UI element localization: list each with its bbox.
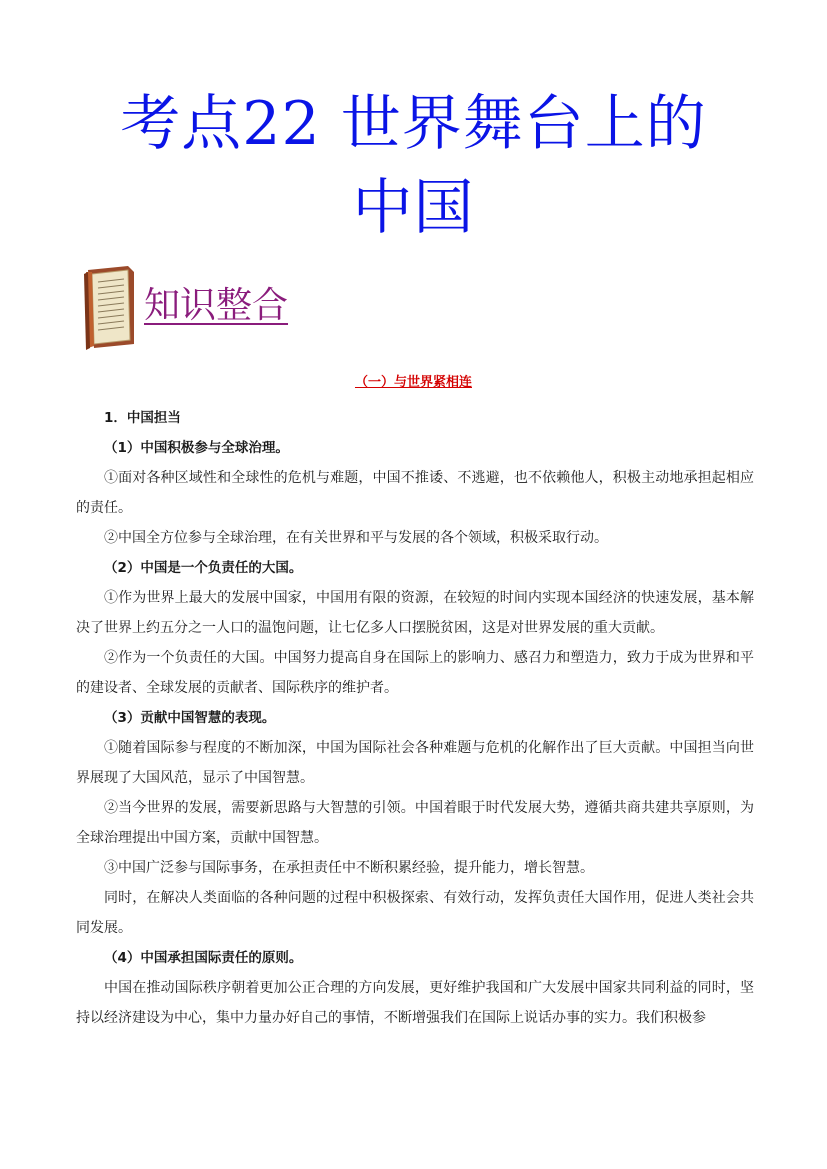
page-title-line-1: 考点22 世界舞台上的	[120, 89, 707, 159]
paragraph: 中国在推动国际秩序朝着更加公正合理的方向发展，更好维护我国和广大发展中国家共同利益的同时，坚持以经济建设为中心，集中力量办好自己的事情，不断增强我们在国际上说话办事的实力。我们积极参	[76, 980, 754, 1026]
knowledge-banner	[82, 264, 302, 350]
heading-level-2: （4）中国承担国际责任的原则。	[104, 950, 303, 966]
content-body	[76, 403, 754, 1033]
paragraph: ②当今世界的发展，需要新思路与大智慧的引领。中国着眼于时代发展大势，遵循共商共建共享原则，为全球治理提出中国方案，贡献中国智慧。	[76, 800, 754, 846]
paragraph: 同时，在解决人类面临的各种问题的过程中积极探索、有效行动，发挥负责任大国作用，促进人类社会共同发展。	[76, 890, 754, 936]
heading-level-2: （3）贡献中国智慧的表现。	[104, 710, 276, 726]
heading-level-1: 1．中国担当	[104, 410, 181, 426]
paragraph: ③中国广泛参与国际事务，在承担责任中不断积累经验，提升能力，增长智慧。	[104, 860, 594, 876]
paragraph: ①随着国际参与程度的不断加深，中国为国际社会各种难题与危机的化解作出了巨大贡献。中国担当向世界展现了大国风范，显示了中国智慧。	[76, 740, 754, 786]
paragraph: ①作为世界上最大的发展中国家，中国用有限的资源，在较短的时间内实现本国经济的快速发展，基本解决了世界上约五分之一人口的温饱问题，让七亿多人口摆脱贫困，这是对世界发展的重大贡献。	[76, 590, 754, 636]
paragraph: ②作为一个负责任的大国。中国努力提高自身在国际上的影响力、感召力和塑造力，致力于成为世界和平的建设者、全球发展的贡献者、国际秩序的维护者。	[76, 650, 754, 696]
heading-level-2: （1）中国积极参与全球治理。	[104, 440, 289, 456]
paragraph: ②中国全方位参与全球治理，在有关世界和平与发展的各个领域，积极采取行动。	[104, 530, 608, 546]
page-title-line-2: 中国	[352, 173, 475, 243]
paragraph: ①面对各种区域性和全球性的危机与难题，中国不推诿、不逃避，也不依赖他人，积极主动地承担起相应的责任。	[76, 470, 754, 516]
section-heading: （一）与世界紧相连	[354, 375, 472, 390]
book-icon	[82, 264, 142, 350]
banner-title: 知识整合	[144, 285, 289, 326]
heading-level-2: （2）中国是一个负责任的大国。	[104, 560, 303, 576]
